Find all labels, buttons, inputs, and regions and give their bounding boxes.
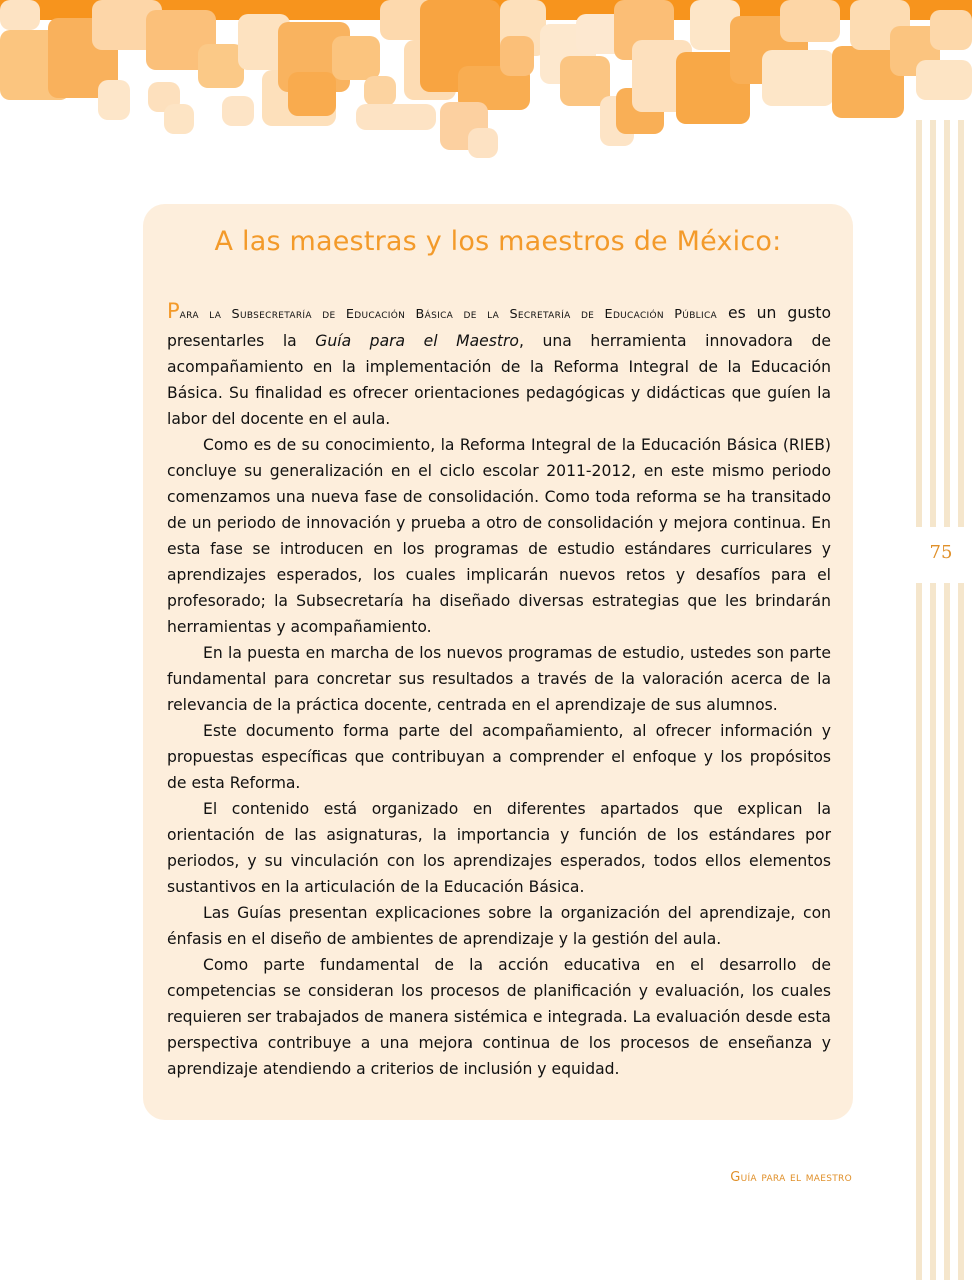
dropcap: P: [167, 299, 180, 323]
paragraph: Este documento forma parte del acompañamiento, al ofrecer información y propuestas específicas que contribuyan a comprender el enfoque y los propósitos de esta Reforma.: [167, 722, 831, 792]
side-decorative-stripes: [912, 120, 972, 1280]
paragraph: Como parte fundamental de la acción educativa en el desarrollo de competencias se consideran los procesos de planificación y evaluación, los cuales requieren ser trabajados de manera sistémica e integrada. La evaluación desde esta perspectiva contribuye a una mejora continua de los procesos de enseñanza y aprendizaje atendiendo a criterios de inclusión y equidad.: [167, 956, 831, 1078]
paragraph: Las Guías presentan explicaciones sobre la organización del aprendizaje, con énfasis en el diseño de ambientes de aprendizaje y la gestión del aula.: [167, 904, 831, 948]
footer-guide-label: Guía para el maestro: [730, 1170, 852, 1185]
intro-smallcaps: ara la Subsecretaría de Educación Básica de la Secretaría de Educación Pública: [179, 307, 717, 322]
paragraph: En la puesta en marcha de los nuevos programas de estudio, ustedes son parte fundamental para concretar sus resultados a través de la valoración acerca de la relevancia de la práctica docente, centrada en el aprendizaje de sus alumnos.: [167, 644, 831, 714]
intro-text-after-title: , una herramienta innovadora de acompañamiento en la implementación de la Reforma Integral de la Educación Básica. Su finalidad es ofrecer orientaciones pedagógicas y didácticas que guíen la labor del docente en el aula.: [167, 332, 831, 428]
paragraph: Como es de su conocimiento, la Reforma Integral de la Educación Básica (RIEB) concluye su generalización en el ciclo escolar 2011-2012, en este mismo periodo comenzamos una nueva fase de consolidación. Como toda reforma se ha transitado de un periodo de innovación y prueba a otro de consolidación y mejora continua. En esta fase se introducen en los programas de estudio estándares curriculares y aprendizajes esperados, los cuales implicarán nuevos retos y desafíos para el profesorado; la Subsecretaría ha diseñado diversas estrategias que les brindarán herramientas y acompañamiento.: [167, 436, 831, 636]
guide-title-italic: Guía para el Maestro: [315, 332, 519, 350]
intro-paragraph: [167, 298, 831, 432]
intro-text-before-title: es un gusto presentarles la: [167, 304, 831, 350]
letter-body: [167, 298, 831, 1082]
page-number: 75: [929, 542, 953, 563]
letter-title: A las maestras y los maestros de México:: [214, 226, 782, 257]
header-decorative-squares: [0, 0, 972, 165]
paragraph: El contenido está organizado en diferentes apartados que explican la orientación de las asignaturas, la importancia y función de los estándares por periodos, y su vinculación con los aprendizajes esperados, todos ellos elementos sustantivos en la articulación de la Educación Básica.: [167, 800, 831, 896]
